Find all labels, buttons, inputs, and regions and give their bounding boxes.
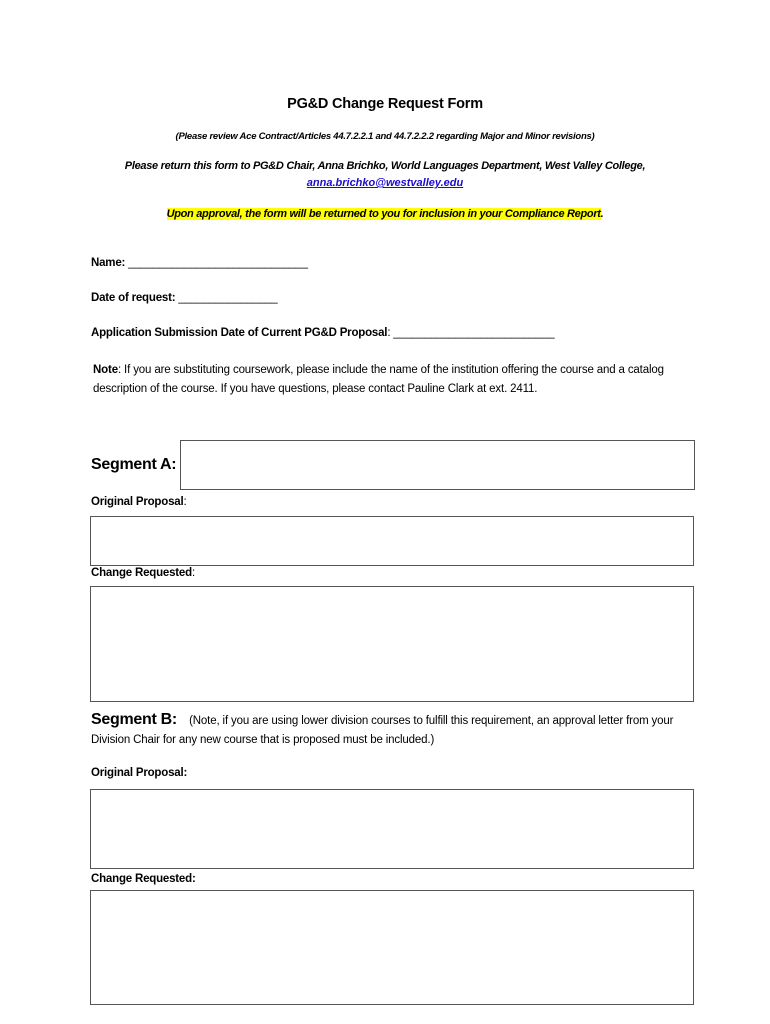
name-label: Name:	[91, 257, 126, 269]
segment-a-change-label-row	[91, 567, 195, 579]
segment-a-original-label: Original Proposal	[91, 496, 184, 508]
segment-a-change-box[interactable]	[90, 586, 694, 702]
segment-b-heading: Segment B:	[91, 711, 177, 728]
segment-b-change-box[interactable]	[90, 890, 694, 1005]
email-link[interactable]: anna.brichko@westvalley.edu	[306, 177, 464, 189]
note-text: : If you are substituting coursework, please include the name of the institution offering the course and a catalog description of the course. If you have questions, please contact Pauline Clark at ext. 2411.	[93, 364, 664, 395]
name-field[interactable]	[91, 257, 308, 269]
segment-b-original-label-row	[91, 767, 187, 779]
segment-b-note: (Note, if you are using lower division courses to fulfill this requirement, an approval letter from your Division Chair for any new course that is proposed must be included.)	[91, 715, 674, 746]
application-date-label: Application Submission Date of Current PG&D Proposal	[91, 327, 388, 339]
return-instructions: Please return this form to PG&D Chair, Anna Brichko, World Languages Department, West Valley College,	[124, 160, 646, 172]
review-note: (Please review Ace Contract/Articles 44.7.2.2.1 and 44.7.2.2.2 regarding Major and Minor revisions)	[175, 131, 595, 142]
segment-b-change-label: Change Requested:	[91, 873, 196, 885]
segment-b-intro	[91, 710, 691, 750]
application-date-field[interactable]	[91, 327, 554, 339]
segment-a-original-box[interactable]	[90, 516, 694, 566]
name-blank[interactable]: _____________________________	[125, 257, 308, 269]
segment-b-original-label: Original Proposal:	[91, 767, 188, 779]
segment-b-original-box[interactable]	[90, 789, 694, 869]
form-title: PG&D Change Request Form	[287, 96, 483, 112]
segment-b-change-label-row	[91, 873, 196, 885]
email-line	[0, 177, 770, 189]
approval-period: .	[600, 208, 604, 220]
segment-a-original-colon: :	[183, 496, 187, 508]
segment-a-change-label: Change Requested	[91, 567, 192, 579]
application-date-blank[interactable]: : __________________________	[387, 327, 555, 339]
date-field[interactable]	[91, 292, 277, 304]
note-paragraph	[93, 361, 693, 399]
segment-a-title-box[interactable]	[180, 440, 695, 490]
segment-a-change-colon: :	[191, 567, 195, 579]
date-blank[interactable]: ________________	[175, 292, 278, 304]
date-label: Date of request:	[91, 292, 176, 304]
approval-note	[0, 208, 770, 220]
segment-a-heading: Segment A:	[91, 456, 177, 473]
segment-a-original-label-row	[91, 496, 186, 508]
note-label: Note	[93, 364, 118, 376]
approval-highlight: Upon approval, the form will be returned to you for inclusion in your Compliance Report	[166, 208, 601, 220]
